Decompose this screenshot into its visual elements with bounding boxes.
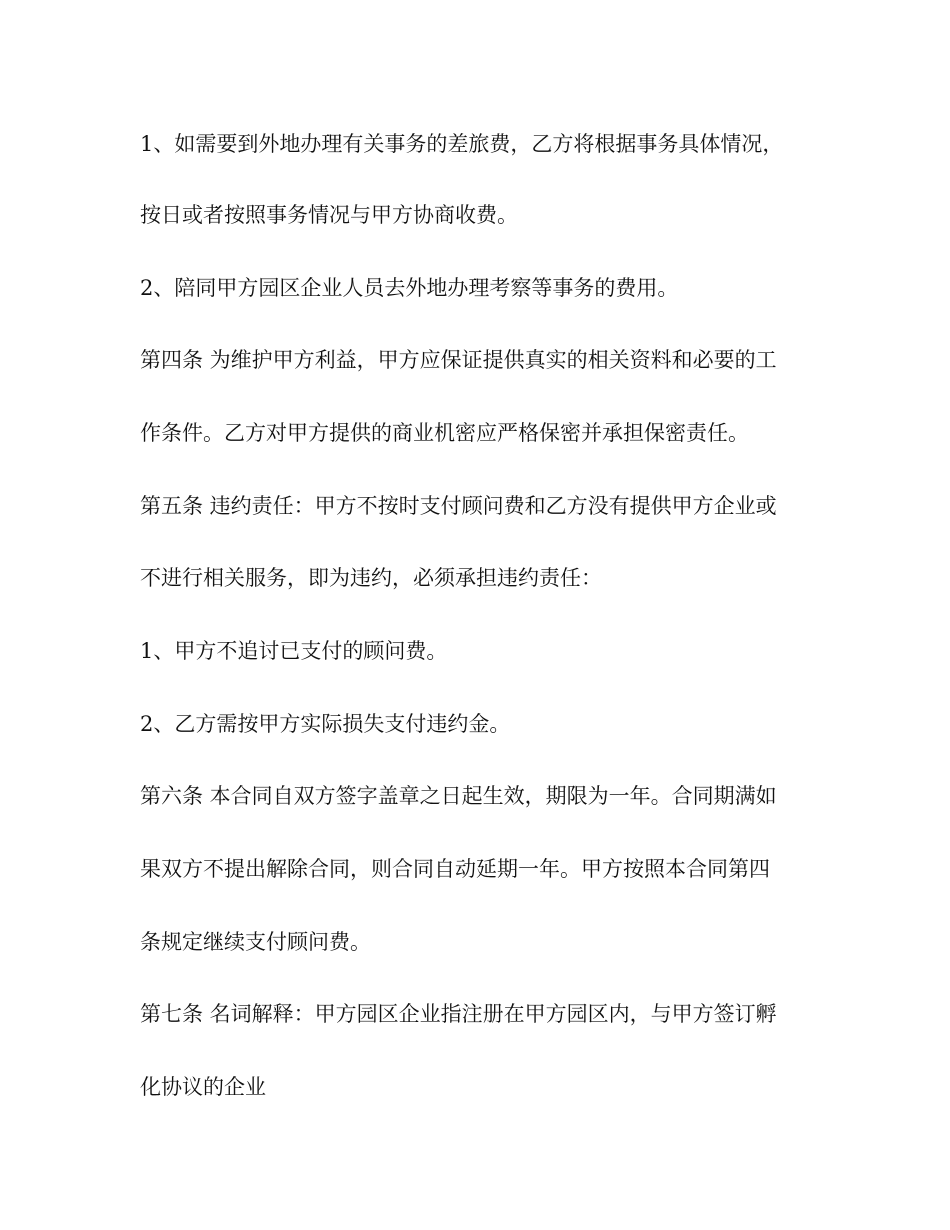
article-7-line-1: 第七条 名词解释：甲方园区企业指注册在甲方园区内，与甲方签订孵 [140, 1002, 777, 1026]
article-4-line-1: 第四条 为维护甲方利益，甲方应保证提供真实的相关资料和必要的工 [140, 348, 777, 372]
article-5-line-1: 第五条 违约责任：甲方不按时支付顾问费和乙方没有提供甲方企业或 [140, 494, 777, 518]
travel-expense-clause-line-1: 1、如需要到外地办理有关事务的差旅费，乙方将根据事务具体情况， [140, 132, 784, 156]
article-6-line-1: 第六条 本合同自双方签字盖章之日起生效，期限为一年。合同期满如 [140, 784, 777, 808]
breach-clause-1: 1、甲方不追讨已支付的顾问费。 [140, 639, 448, 663]
breach-clause-2: 2、乙方需按甲方实际损失支付违约金。 [140, 712, 511, 736]
article-6-line-3: 条规定继续支付顾问费。 [140, 930, 371, 954]
article-4-line-2: 作条件。乙方对甲方提供的商业机密应严格保密并承担保密责任。 [140, 421, 749, 445]
article-7-line-2: 化协议的企业 [140, 1075, 266, 1099]
article-6-line-2: 果双方不提出解除合同，则合同自动延期一年。甲方按照本合同第四 [140, 857, 770, 881]
travel-expense-clause-line-2: 按日或者按照事务情况与甲方协商收费。 [140, 203, 518, 227]
accompany-expense-clause: 2、陪同甲方园区企业人员去外地办理考察等事务的费用。 [140, 276, 679, 300]
article-5-line-2: 不进行相关服务，即为违约，必须承担违约责任： [140, 566, 602, 590]
